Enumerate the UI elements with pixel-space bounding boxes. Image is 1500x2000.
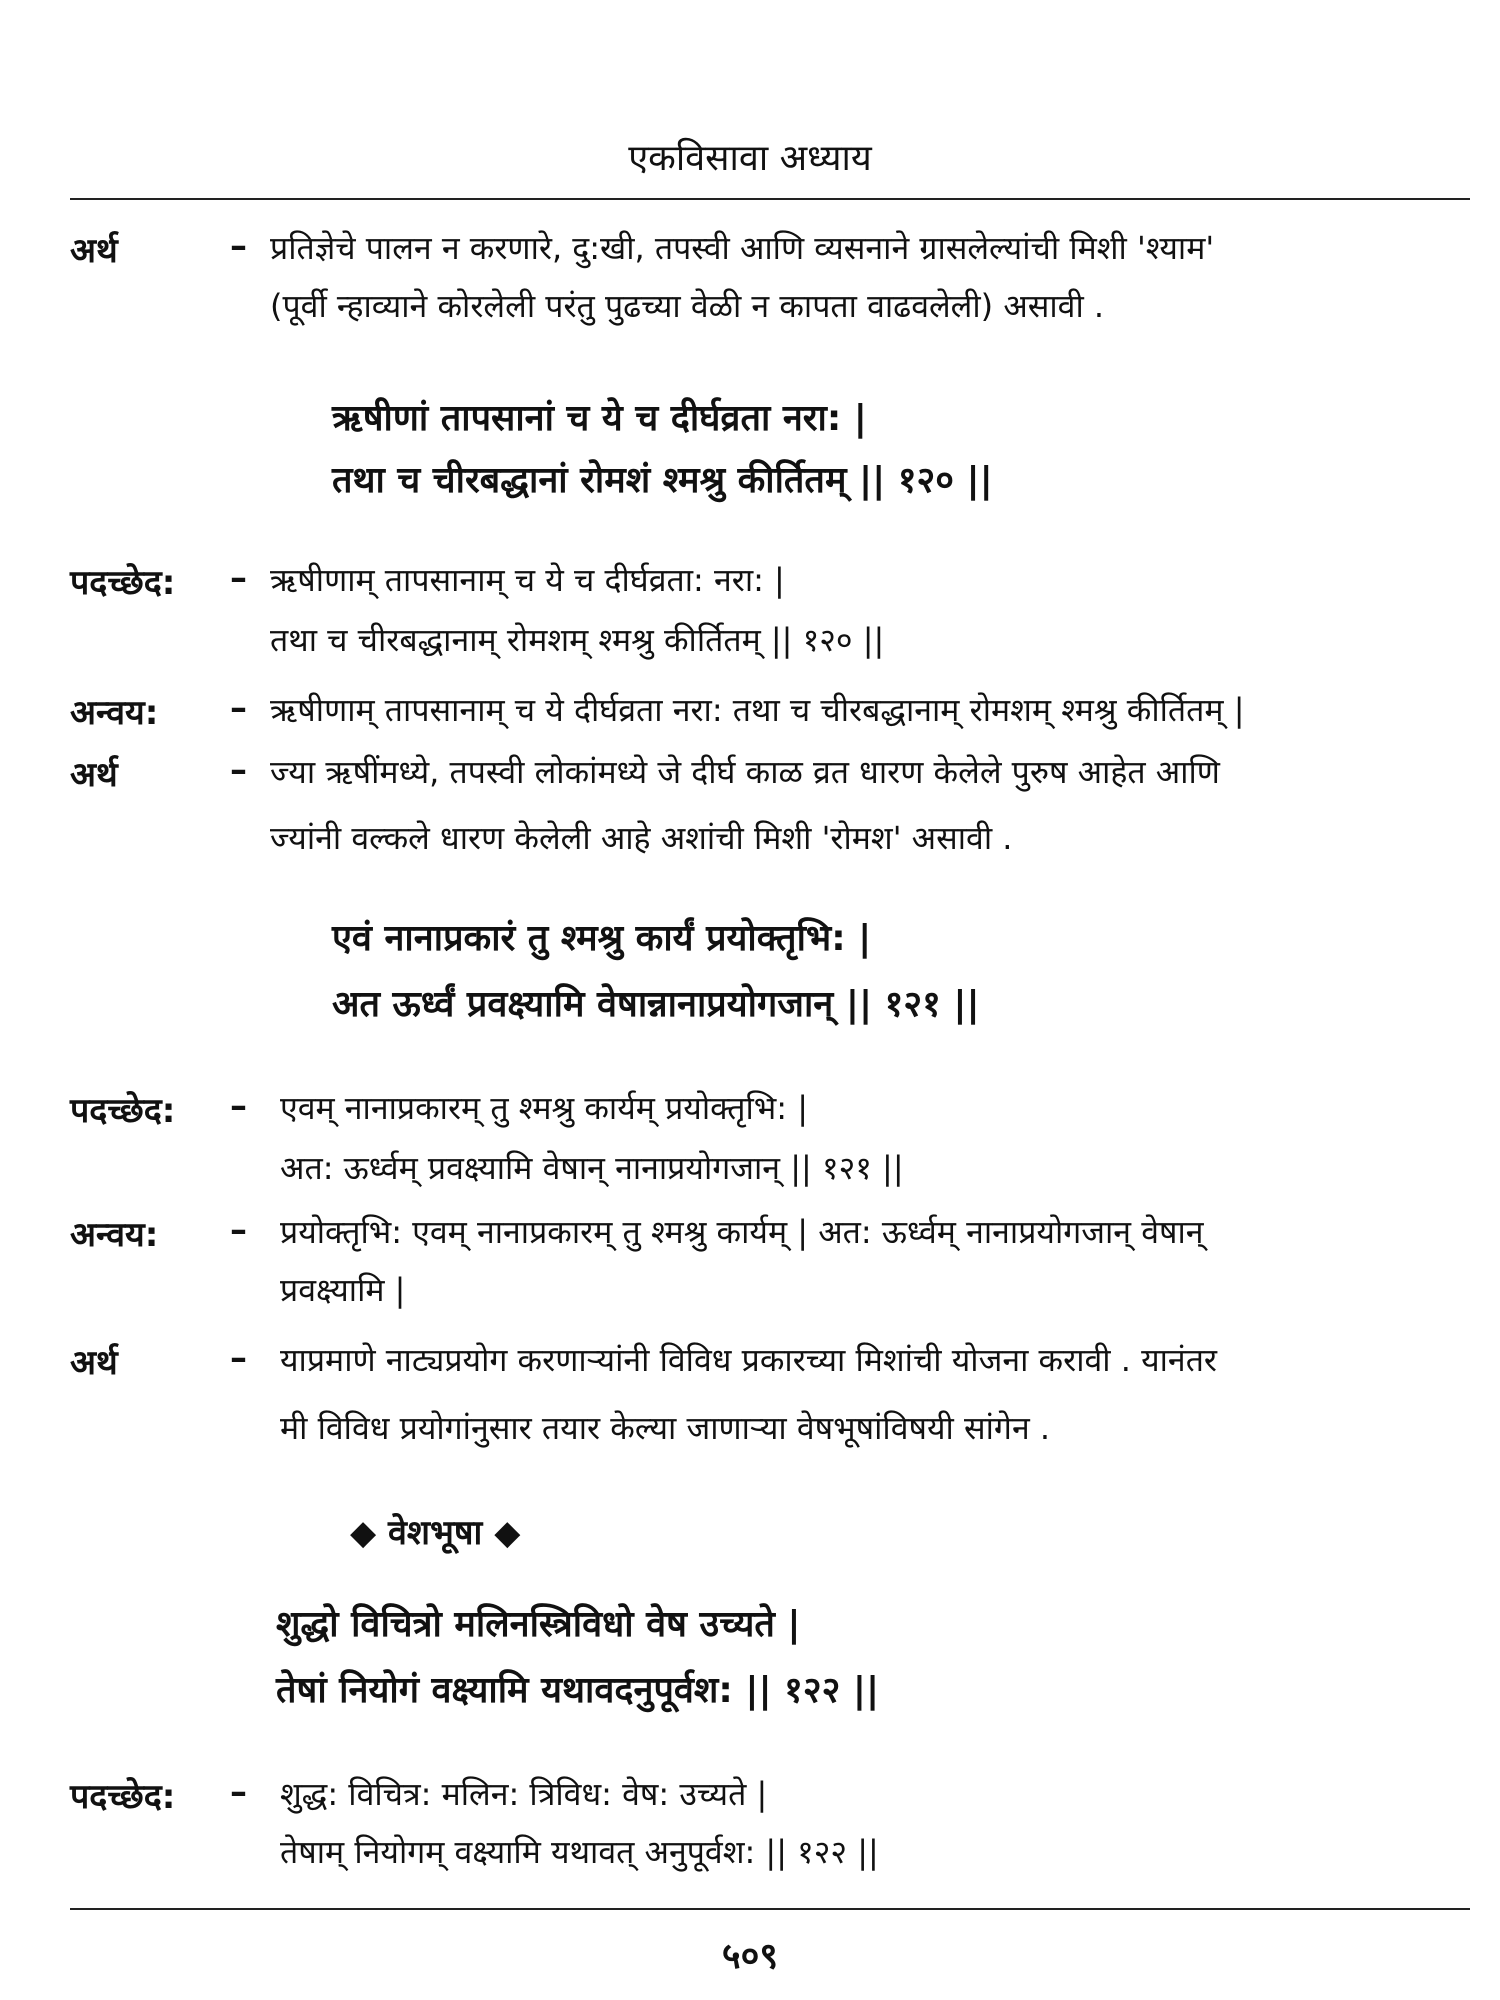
label-dash: –: [230, 1338, 247, 1378]
verse-line: तथा च चीरबद्धानां रोमशं श्मश्रु कीर्तितम् || १२० ||: [332, 460, 993, 501]
verse-line: शुद्धो विचित्रो मलिनस्त्रिविधो वेष उच्यते |: [276, 1604, 801, 1645]
word-split-line: शुद्ध: विचित्र: मलिन: त्रिविध: वेष: उच्यते |: [280, 1775, 768, 1813]
verse-line: ऋषीणां तापसानां च ये च दीर्घव्रता नरा: |: [332, 398, 867, 439]
meaning-line: याप्रमाणे नाट्यप्रयोग करणाऱ्यांनी विविध प्रकारच्या मिशांची योजना करावी . यानंतर: [280, 1341, 1218, 1379]
prose-order-line: प्रवक्ष्यामि |: [280, 1271, 406, 1309]
word-split-line: ऋषीणाम् तापसानाम् च ये च दीर्घव्रता: नरा: |: [270, 561, 785, 599]
verse-line: अत ऊर्ध्वं प्रवक्ष्यामि वेषान्नानाप्रयोगजान् || १२१ ||: [332, 984, 980, 1025]
word-split-label: पदच्छेद:: [70, 1091, 176, 1131]
meaning-line: ज्या ऋषींमध्ये, तपस्वी लोकांमध्ये जे दीर्घ काळ व्रत धारण केलेले पुरुष आहेत आणि: [270, 753, 1220, 791]
page-number: ५०९: [721, 1936, 779, 1977]
word-split-line: अत: ऊर्ध्वम् प्रवक्ष्यामि वेषान् नानाप्रयोगजान् || १२१ ||: [280, 1149, 904, 1187]
verse-line: एवं नानाप्रकारं तु श्मश्रु कार्यं प्रयोक्तृभि: |: [332, 918, 872, 959]
meaning-line: ज्यांनी वल्कले धारण केलेली आहे अशांची मिशी 'रोमश' असावी .: [270, 819, 1013, 857]
meaning-label: अर्थ: [70, 755, 118, 795]
header-divider: [70, 198, 1470, 200]
word-split-line: तेषाम् नियोगम् वक्ष्यामि यथावत् अनुपूर्वश: || १२२ ||: [280, 1833, 879, 1871]
prose-order-label: अन्वय:: [70, 693, 159, 733]
footer-divider: [70, 1908, 1470, 1910]
label-dash: –: [230, 226, 247, 266]
label-dash: –: [230, 1210, 247, 1250]
meaning-line: प्रतिज्ञेचे पालन न करणारे, दु:खी, तपस्वी आणि व्यसनाने ग्रासलेल्यांची मिशी 'श्याम': [270, 229, 1215, 267]
label-dash: –: [230, 1772, 247, 1812]
meaning-label: अर्थ: [70, 231, 118, 271]
word-split-label: पदच्छेद:: [70, 1777, 176, 1817]
prose-order-line: ऋषीणाम् तापसानाम् च ये दीर्घव्रता नरा: तथा च चीरबद्धानाम् रोमशम् श्मश्रु कीर्तितम् |: [270, 691, 1245, 729]
meaning-line: मी विविध प्रयोगांनुसार तयार केल्या जाणाऱ्या वेषभूषांविषयी सांगेन .: [280, 1409, 1051, 1447]
prose-order-line: प्रयोक्तृभि: एवम् नानाप्रकारम् तु श्मश्रु कार्यम् | अत: ऊर्ध्वम् नानाप्रयोगजान् वेषान्: [280, 1213, 1204, 1251]
meaning-label: अर्थ: [70, 1343, 118, 1383]
word-split-line: तथा च चीरबद्धानाम् रोमशम् श्मश्रु कीर्तितम् || १२० ||: [270, 621, 885, 659]
verse-line: तेषां नियोगं वक्ष्यामि यथावदनुपूर्वश: || १२२ ||: [276, 1670, 880, 1711]
prose-order-label: अन्वय:: [70, 1215, 159, 1255]
word-split-label: पदच्छेद:: [70, 563, 176, 603]
label-dash: –: [230, 750, 247, 790]
meaning-line: (पूर्वी न्हाव्याने कोरलेली परंतु पुढच्या वेळी न कापता वाढवलेली) असावी .: [270, 287, 1105, 325]
label-dash: –: [230, 558, 247, 598]
label-dash: –: [230, 1086, 247, 1126]
word-split-line: एवम् नानाप्रकारम् तु श्मश्रु कार्यम् प्रयोक्तृभि: |: [280, 1089, 809, 1127]
chapter-header: एकविसावा अध्याय: [628, 138, 872, 179]
section-heading: ◆ वेशभूषा ◆: [350, 1513, 521, 1553]
label-dash: –: [230, 688, 247, 728]
